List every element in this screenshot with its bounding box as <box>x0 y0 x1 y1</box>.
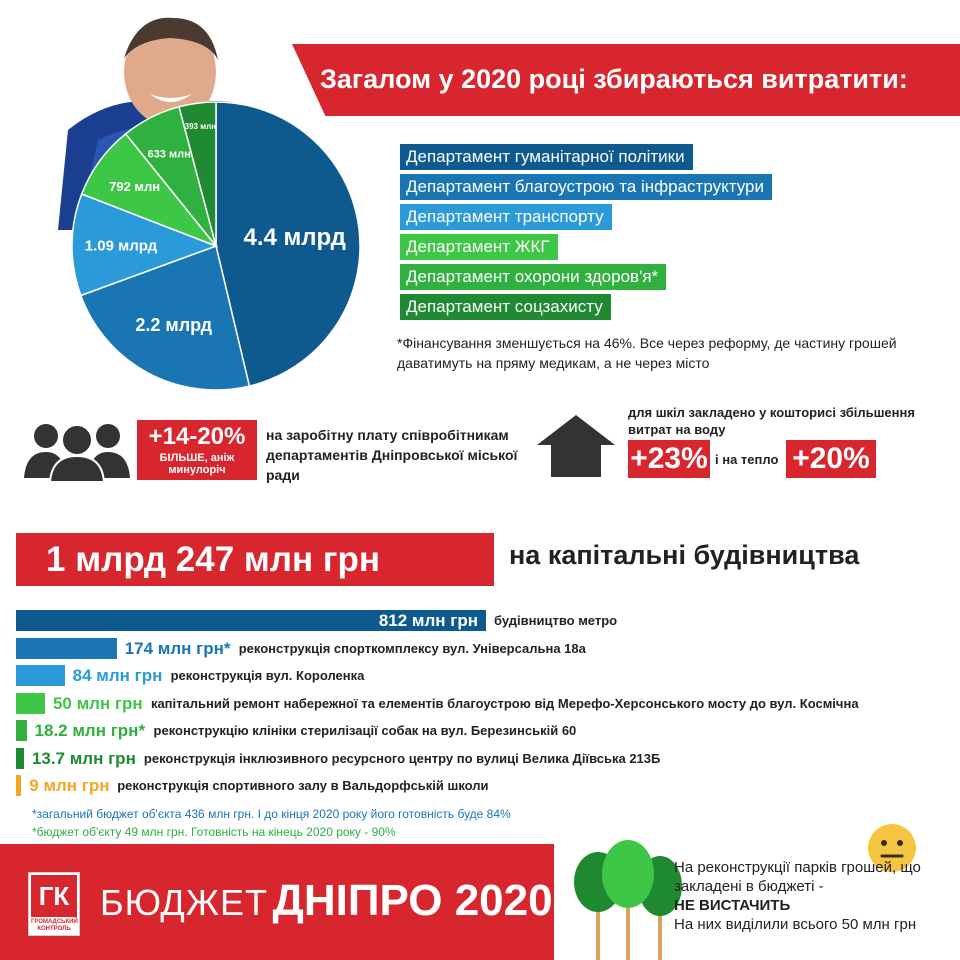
project-label: капітальний ремонт набережної та елементів благоустрою від Мерефо-Херсонського мосту до вул. Космічна <box>150 695 859 711</box>
project-value: 18.2 млн грн* <box>34 721 146 740</box>
salary-increase-value: +14-20% <box>148 423 246 450</box>
project-bar <box>16 720 27 741</box>
capital-footnote: *бюджет об'єкту 49 млн грн. Готовність на кінець 2020 року - 90% <box>32 825 396 839</box>
gk-logo <box>28 872 80 936</box>
footer-title-city: ДНІПРО 2020 <box>272 876 553 925</box>
legend-item: Департамент соцзахисту <box>400 294 611 320</box>
parks-line2: На них виділили всього 50 млн грн <box>674 916 917 933</box>
project-label: реконструкція спортивного залу в Вальдорфській школи <box>117 778 489 793</box>
capital-suffix: на капітальні будівництва <box>509 540 860 570</box>
salary-text: на заробітну плату співробітникам департаментів Дніпровської міської ради <box>266 427 518 483</box>
project-value: 84 млн грн <box>72 666 163 685</box>
project-label: реконструкція вул. Короленка <box>170 668 365 683</box>
people-icon <box>24 420 130 482</box>
school-costs-text: для шкіл закладено у кошторисі збільшення витрат на воду <box>628 405 915 437</box>
project-bar <box>16 693 45 714</box>
pie-slice-label: 792 млн <box>109 179 161 195</box>
parks-line1: На реконструкції парків грошей, що закладені в бюджеті - <box>674 859 921 895</box>
pie-slice-label: 4.4 млрд <box>243 224 346 252</box>
budget-pie-chart <box>66 96 366 396</box>
health-footnote: *Фінансування зменшується на 46%. Все через реформу, де частину грошей даватимуть на пряму медикам, а не через місто <box>397 335 897 371</box>
headline: Загалом у 2020 році збираються витратити: <box>320 64 908 94</box>
footer-title <box>100 876 553 926</box>
legend-item: Департамент транспорту <box>400 204 612 230</box>
salary-increase-badge <box>137 420 257 480</box>
water-increase-badge: +23% <box>628 440 710 478</box>
pie-slice-label: 633 млн <box>147 148 191 161</box>
parks-emphasis: НЕ ВИСТАЧИТЬ <box>674 897 791 914</box>
gk-logo-text: ГРОМАДСЬКИЙ КОНТРОЛЬ <box>31 919 78 932</box>
project-bar <box>16 775 21 796</box>
salary-increase-sub: БІЛЬШЕ, аніж минулоріч <box>159 452 235 476</box>
project-bar <box>16 665 65 686</box>
project-value: 9 млн грн <box>29 776 110 795</box>
trees-icon <box>562 838 692 960</box>
project-label: реконструкція інклюзивного ресурсного центру по вулиці Велика Діївська 213Б <box>143 750 661 766</box>
pie-slice-label: 2.2 млрд <box>135 314 213 335</box>
legend-item: Департамент благоустрою та інфраструктури <box>400 174 772 200</box>
pie-slice-label: 393 млн <box>184 121 217 131</box>
legend-item: Департамент гуманітарної політики <box>400 144 693 170</box>
project-value: 174 млн грн* <box>124 638 231 658</box>
project-label: реконструкцію клініки стерилізації собак на вул. Березинській 60 <box>153 723 577 738</box>
project-bar <box>16 748 24 769</box>
project-label: реконструкція спорткомплексу вул. Універсальна 18а <box>238 640 586 656</box>
pie-slice-label: 1.09 млрд <box>84 237 158 255</box>
capital-total-banner: 1 млрд 247 млн грн <box>16 533 494 586</box>
legend-item: Департамент ЖКГ <box>400 234 558 260</box>
project-value: 50 млн грн <box>52 693 143 713</box>
project-value: 13.7 млн грн <box>31 748 136 768</box>
legend-item: Департамент охорони здоров'я* <box>400 264 666 290</box>
heat-label: і на тепло <box>715 452 779 467</box>
house-icon <box>535 413 617 479</box>
heat-increase-badge: +20% <box>786 440 876 478</box>
footer-title-budget: БЮДЖЕТ <box>100 882 269 923</box>
project-bar <box>16 638 117 659</box>
project-value: 812 млн грн <box>378 611 478 630</box>
project-label: будівництво метро <box>494 613 618 628</box>
gk-logo-mark: ГК <box>31 875 77 917</box>
capital-footnote: *загальний бюджет об'єкта 436 млн грн. І до кінця 2020 року його готовність буде 84% <box>32 807 511 821</box>
parks-text <box>674 858 956 934</box>
